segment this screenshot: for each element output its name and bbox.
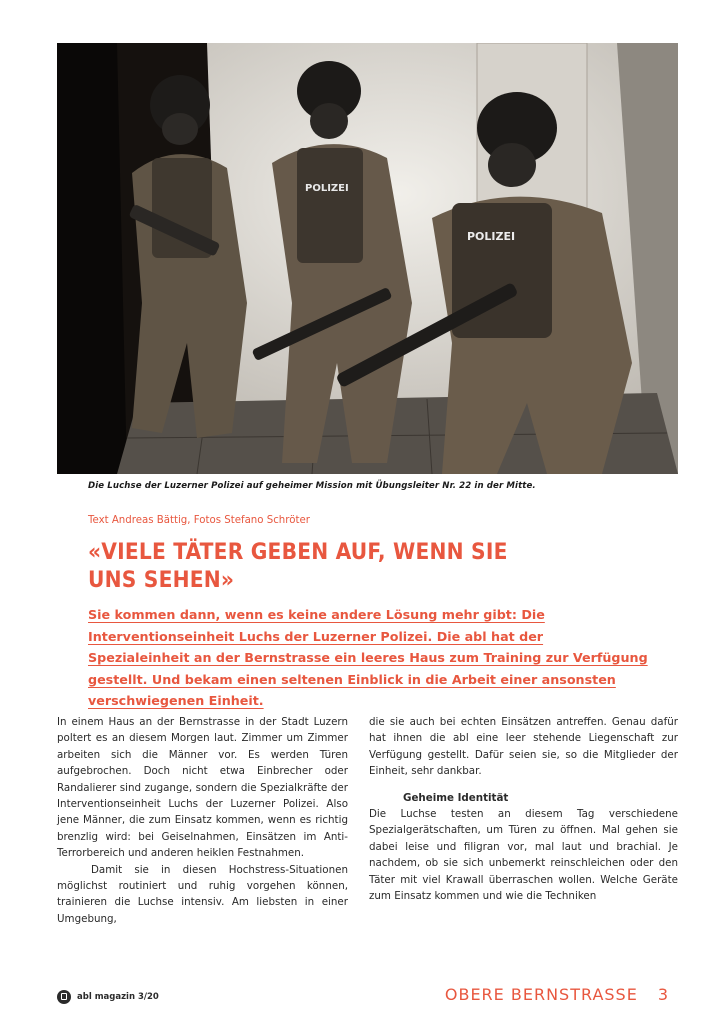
article-lead: Sie kommen dann, wenn es keine andere Lösung mehr gibt: Die Interventionseinheit Luchs der Luzerner Polizei. Die abl hat der Spezialeinheit an der Bernstrasse ein leeres Haus zum Training zur Verfügung gestellt. Und bekam einen seltenen Einblick in die Arbeit einer ansonsten verschwiegenen Einheit. (88, 607, 648, 708)
body-paragraph: die sie auch bei echten Einsätzen antreffen. Genau dafür hat ihnen die abl eine leer stehende Liegenschaft zur Verfügung gestellt. Dafür seien sie, so die Mitglieder der Einheit, sehr dankbar. (369, 716, 678, 778)
body-column-left (57, 714, 348, 927)
page-number: 3 (657, 985, 668, 1004)
police-officers-illustration (57, 43, 678, 474)
photo-caption: Die Luchse der Luzerner Polizei auf geheimer Mission mit Übungsleiter Nr. 22 in der Mitte. (88, 481, 536, 491)
footer-section (445, 985, 668, 1004)
svg-text:POLIZEI: POLIZEI (467, 230, 516, 243)
article-photo (57, 43, 678, 474)
headline-line-2: UNS SEHEN» (88, 567, 235, 593)
svg-text:POLIZEI: POLIZEI (305, 183, 349, 194)
body-paragraph: In einem Haus an der Bernstrasse in der Stadt Luzern poltert es an diesem Morgen laut. Zimmer um Zimmer arbeiten sich die Männer vor. Es werden Türen aufgebrochen. Doch nicht etwa Einbrecher oder Randalierer sind zugange, sondern die Spezialkräfte der Interventionseinheit Luchs der Luzerner Polizei. Also jene Männer, die zum Einsatz kommen, wenn es richtig brenzlig wird: bei Geiselnahmen, Einsätzen im Anti-Terrorbereich und anderen heiklen Festnahmen. (57, 716, 348, 860)
headline-line-1: «VIELE TÄTER GEBEN AUF, WENN SIE (88, 539, 508, 565)
magazine-issue: abl magazin 3/20 (77, 992, 159, 1002)
body-paragraph: Die Luchse testen an diesem Tag verschiedene Spezialgerätschaften, um Türen zu öffnen. Mal gehen sie dabei leise und filigran vor, mal laut und brachial. Je nachdem, ob sie sich unbemerkt reinschleichen oder den Täter mit viel Krawall überraschen wollen. Welche Geräte zum Einsatz kommen und wie die Techniken (369, 808, 678, 903)
section-title: OBERE BERNSTRASSE (444, 985, 638, 1004)
body-column-right (369, 714, 678, 904)
byline: Text Andreas Bättig, Fotos Stefano Schröter (88, 515, 310, 526)
article-headline (88, 538, 648, 594)
house-icon (57, 990, 71, 1004)
body-paragraph: Damit sie in diesen Hochstress-Situationen möglichst routiniert und ruhig vorgehen können, trainieren die Luchse intensiv. Am liebsten in einer Umgebung, (57, 863, 348, 925)
section-subheading: Geheime Identität (403, 791, 509, 804)
footer-magazine (57, 990, 159, 1004)
